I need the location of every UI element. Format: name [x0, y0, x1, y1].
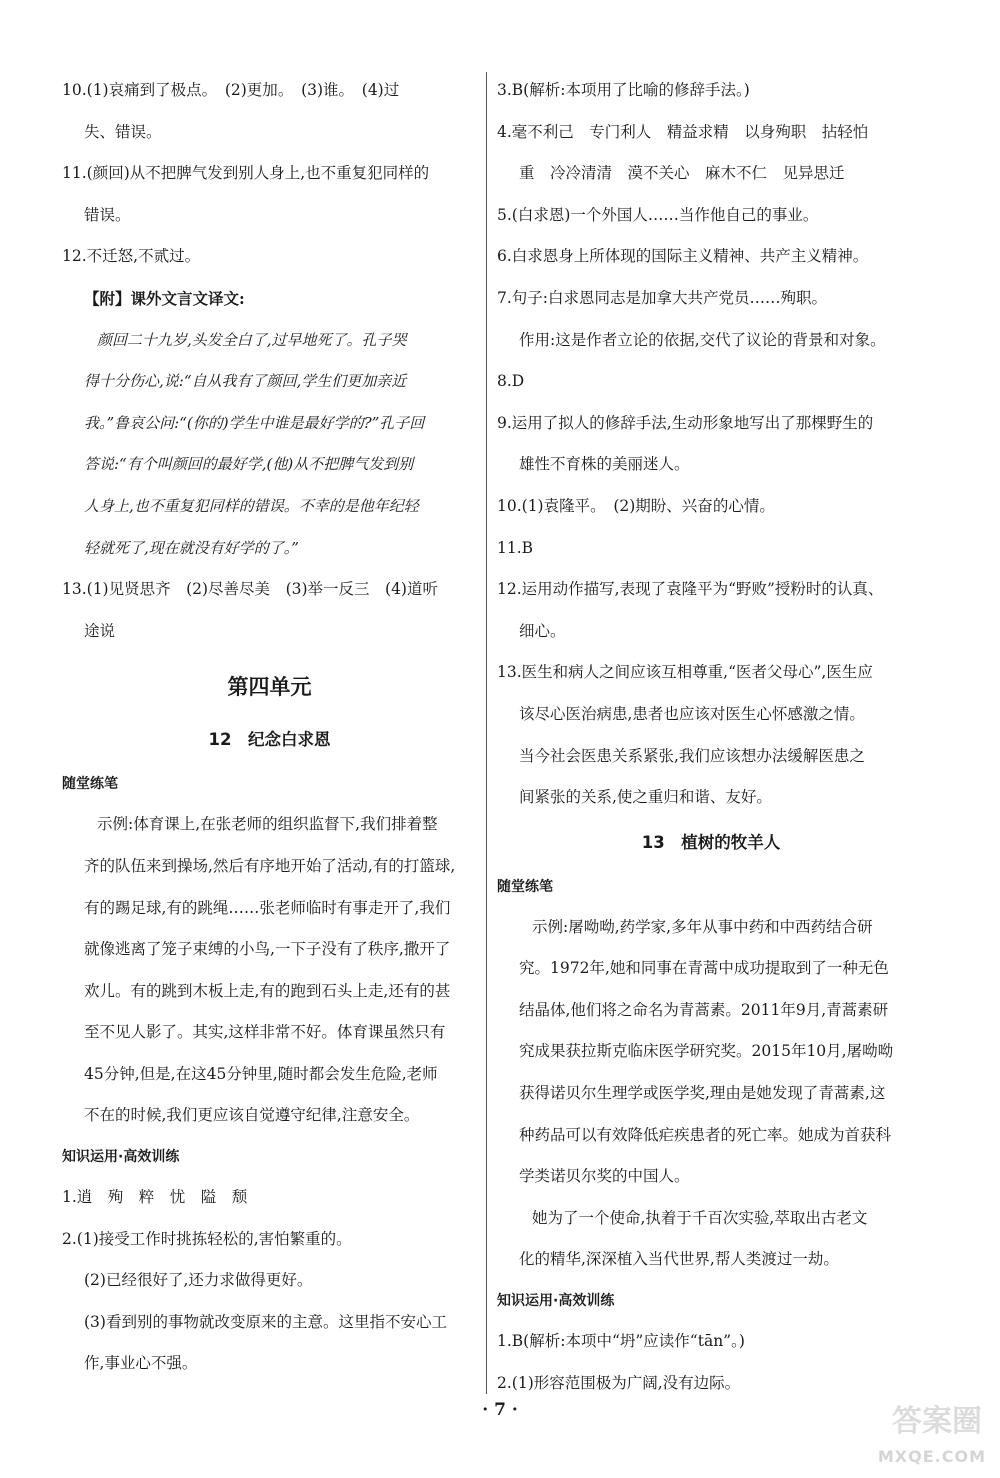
text-line: 10.(1)哀痛到了极点。 (2)更加。 (3)谁。 (4)过 [62, 81, 400, 99]
lesson-title: 12 纪念白求恩 [208, 730, 331, 750]
text-line: 示例:屠呦呦,药学家,多年从事中药和中西药结合研 [532, 917, 873, 936]
lesson-title: 13 植树的牧羊人 [641, 832, 781, 852]
text-line: 途说 [84, 621, 116, 640]
text-line: 11.B [497, 538, 534, 557]
text-line: 13.医生和病人之间应该互相尊重,“医者父母心”,医生应 [497, 663, 873, 682]
text-line: 她为了一个使命,执着于千百次实验,萃取出古老文 [532, 1208, 868, 1227]
text-line: 轻就死了,现在就没有好学的了。” [84, 538, 299, 557]
column-divider [486, 72, 487, 1394]
watermark-site: MXQE.COM [877, 1447, 986, 1466]
text-line: 12.不迁怒,不贰过。 [62, 247, 201, 266]
text-line: 就像逃离了笼子束缚的小鸟,一下子没有了秩序,撒开了 [84, 940, 451, 959]
text-line: 化的精华,深深植入当代世界,帮人类渡过一劫。 [519, 1250, 839, 1269]
unit-heading: 第四单元 [227, 675, 312, 700]
text-line: 得十分伤心,说:“自从我有了颜回,学生们更加亲近 [84, 372, 407, 391]
section-heading: 随堂练笔 [62, 776, 118, 793]
text-line: 12.运用动作描写,表现了袁隆平为“野败”授粉时的认真、 [497, 580, 884, 599]
text-line: 颜回二十九岁,头发全白了,过早地死了。孔子哭 [97, 330, 407, 349]
section-heading: 随堂练笔 [497, 878, 553, 895]
text-line: 2.(1)接受工作时挑拣轻松的,害怕繁重的。 [62, 1229, 352, 1248]
text-line: 7.句子:白求恩同志是加拿大共产党员……殉职。 [497, 288, 828, 307]
text-line: 当今社会医患关系紧张,我们应该想办法缓解医患之 [519, 746, 865, 765]
text-line: 学类诺贝尔奖的中国人。 [519, 1167, 690, 1186]
text-line: 不在的时候,我们更应该自觉遵守纪律,注意安全。 [84, 1106, 420, 1125]
text-line: 13.(1)见贤思齐 (2)尽善尽美 (3)举一反三 (4)道听 [62, 580, 438, 599]
text-line: 5.(白求恩)一个外国人……当作他自己的事业。 [497, 205, 819, 224]
text-line: 种药品可以有效降低疟疾患者的死亡率。她成为首获科 [519, 1125, 892, 1144]
text-line: 1.逍 殉 粹 忧 隘 颓 [62, 1188, 248, 1207]
text-line: 6.白求恩身上所体现的国际主义精神、共产主义精神。 [497, 247, 869, 266]
text-line: 获得诺贝尔生理学或医学奖,理由是她发现了青蒿素,这 [519, 1084, 886, 1103]
text-line: 3.B(解析:本项用了比喻的修辞手法。) [497, 81, 750, 99]
text-line: 雄性不育株的美丽迷人。 [519, 455, 690, 474]
text-line: 细心。 [519, 621, 566, 640]
text-line: 9.运用了拟人的修辞手法,生动形象地写出了那棵野生的 [497, 413, 874, 432]
text-line: 45分钟,但是,在这45分钟里,随时都会发生危险,老师 [84, 1064, 438, 1083]
left-column [62, 70, 477, 1385]
text-line: 究。1972年,她和同事在青蒿中成功提取到了一种无色 [519, 959, 889, 978]
text-line: 究成果获拉斯克临床医学研究奖。2015年10月,屠呦呦 [519, 1042, 894, 1061]
text-line: 重 冷冷清清 漠不关心 麻木不仁 见异思迁 [519, 164, 845, 183]
text-line: (3)看到别的事物就改变原来的主意。这里指不安心工 [84, 1312, 447, 1331]
right-column [497, 70, 925, 1404]
text-line: 失、错误。 [84, 122, 162, 141]
text-line: 结晶体,他们将之命名为青蒿素。2011年9月,青蒿素研 [519, 1000, 889, 1019]
text-line: 作用:这是作者立论的依据,交代了议论的背景和对象。 [519, 330, 886, 349]
text-line: 齐的队伍来到操场,然后有序地开始了活动,有的打篮球, [84, 856, 456, 875]
text-line: 有的踢足球,有的跳绳……张老师临时有事走开了,我们 [84, 898, 451, 917]
section-heading: 知识运用·高效训练 [62, 1149, 180, 1166]
text-line: (2)已经很好了,还力求做得更好。 [84, 1271, 313, 1290]
text-line: 该尽心医治病患,患者也应该对医生心怀感激之情。 [519, 704, 865, 723]
page-number: · 7 · [482, 1400, 518, 1420]
text-line: 错误。 [84, 205, 131, 224]
text-line: 【附】课外文言文译文: [84, 288, 245, 308]
text-line: 至不见人影了。其实,这样非常不好。体育课虽然只有 [84, 1023, 446, 1042]
text-line: 1.B(解析:本项中“坍”应读作“tān”。) [497, 1332, 745, 1351]
section-heading: 知识运用·高效训练 [497, 1293, 615, 1310]
text-line: 欢儿。有的跳到木板上走,有的跑到石头上走,还有的甚 [84, 981, 451, 1000]
text-line: 10.(1)袁隆平。 (2)期盼、兴奋的心情。 [497, 496, 775, 515]
text-line: 示例:体育课上,在张老师的组织监督下,我们排着整 [97, 815, 438, 834]
text-line: 4.毫不利己 专门利人 精益求精 以身殉职 拈轻怕 [497, 122, 869, 141]
text-line: 人身上,也不重复犯同样的错误。不幸的是他年纪轻 [84, 496, 419, 515]
watermark [850, 1390, 990, 1470]
text-line: 8.D [497, 372, 525, 391]
text-line: 间紧张的关系,使之重归和谐、友好。 [519, 788, 772, 807]
watermark-logo: 答案圈 [892, 1404, 982, 1439]
text-line: 2.(1)形容范围极为广阔,没有边际。 [497, 1373, 741, 1392]
text-line: 答说:“有个叫颜回的最好学,(他)从不把脾气发到别 [84, 455, 414, 474]
text-line: 11.(颜回)从不把脾气发到别人身上,也不重复犯同样的 [62, 164, 430, 183]
text-line: 我。”鲁哀公问:“(你的)学生中谁是最好学的?”孔子回 [84, 413, 425, 432]
text-line: 作,事业心不强。 [84, 1354, 198, 1373]
